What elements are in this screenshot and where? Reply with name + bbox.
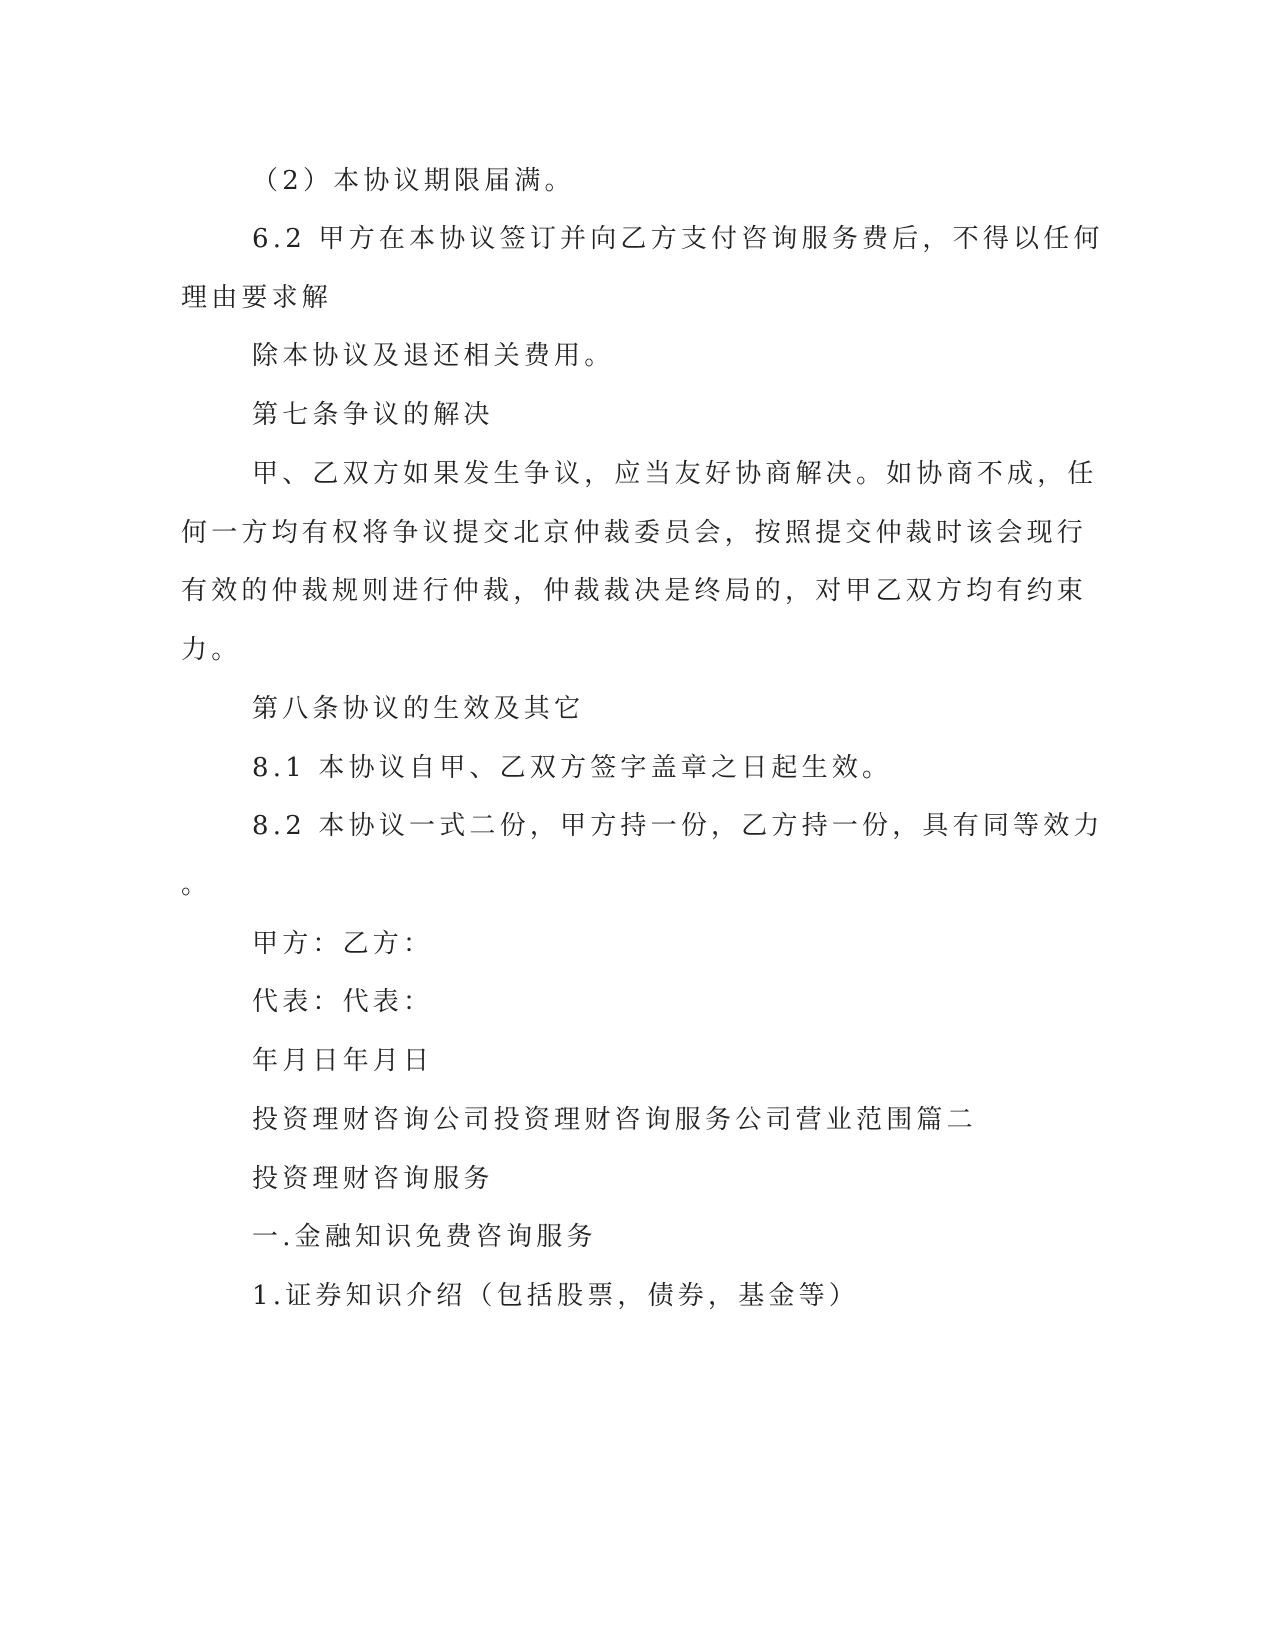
article-7-line-4: 力。 <box>181 635 242 665</box>
clause-6-2-line-1: 6.2 甲方在本协议签订并向乙方支付咨询服务费后，不得以任何 <box>252 224 1104 254</box>
article-8-heading: 第八条协议的生效及其它 <box>252 694 585 724</box>
clause-8-2-line-1: 8.2 本协议一式二份，甲方持一份，乙方持一份，具有同等效力 <box>252 811 1104 841</box>
signature-parties: 甲方：乙方： <box>252 929 434 959</box>
article-7-heading: 第七条争议的解决 <box>252 400 494 430</box>
clause-8-2-line-2: 。 <box>181 870 212 900</box>
article-7-line-1: 甲、乙双方如果发生争议，应当友好协商解决。如协商不成，任 <box>252 459 1098 489</box>
article-7-line-3: 有效的仲裁规则进行仲裁，仲裁裁决是终局的，对甲乙双方均有约束 <box>181 576 1088 606</box>
clause-6-1-item-2: （2）本协议期限届满。 <box>252 166 575 196</box>
clause-8-1: 8.1 本协议自甲、乙双方签字盖章之日起生效。 <box>252 753 893 783</box>
signature-representatives: 代表：代表： <box>252 987 434 1017</box>
section-2-item-1-heading: 一.金融知识免费咨询服务 <box>252 1222 597 1252</box>
clause-6-2-line-3: 除本协议及退还相关费用。 <box>252 341 615 371</box>
article-7-line-2: 何一方均有权将争议提交北京仲裁委员会，按照提交仲裁时该会现行 <box>181 518 1088 548</box>
section-2-subtitle: 投资理财咨询服务 <box>252 1164 494 1194</box>
signature-dates: 年月日年月日 <box>252 1046 434 1076</box>
section-2-item-1-1: 1.证券知识介绍（包括股票，债券，基金等） <box>252 1281 860 1311</box>
section-2-title: 投资理财咨询公司投资理财咨询服务公司营业范围篇二 <box>252 1105 977 1135</box>
clause-6-2-line-2: 理由要求解 <box>181 283 333 313</box>
